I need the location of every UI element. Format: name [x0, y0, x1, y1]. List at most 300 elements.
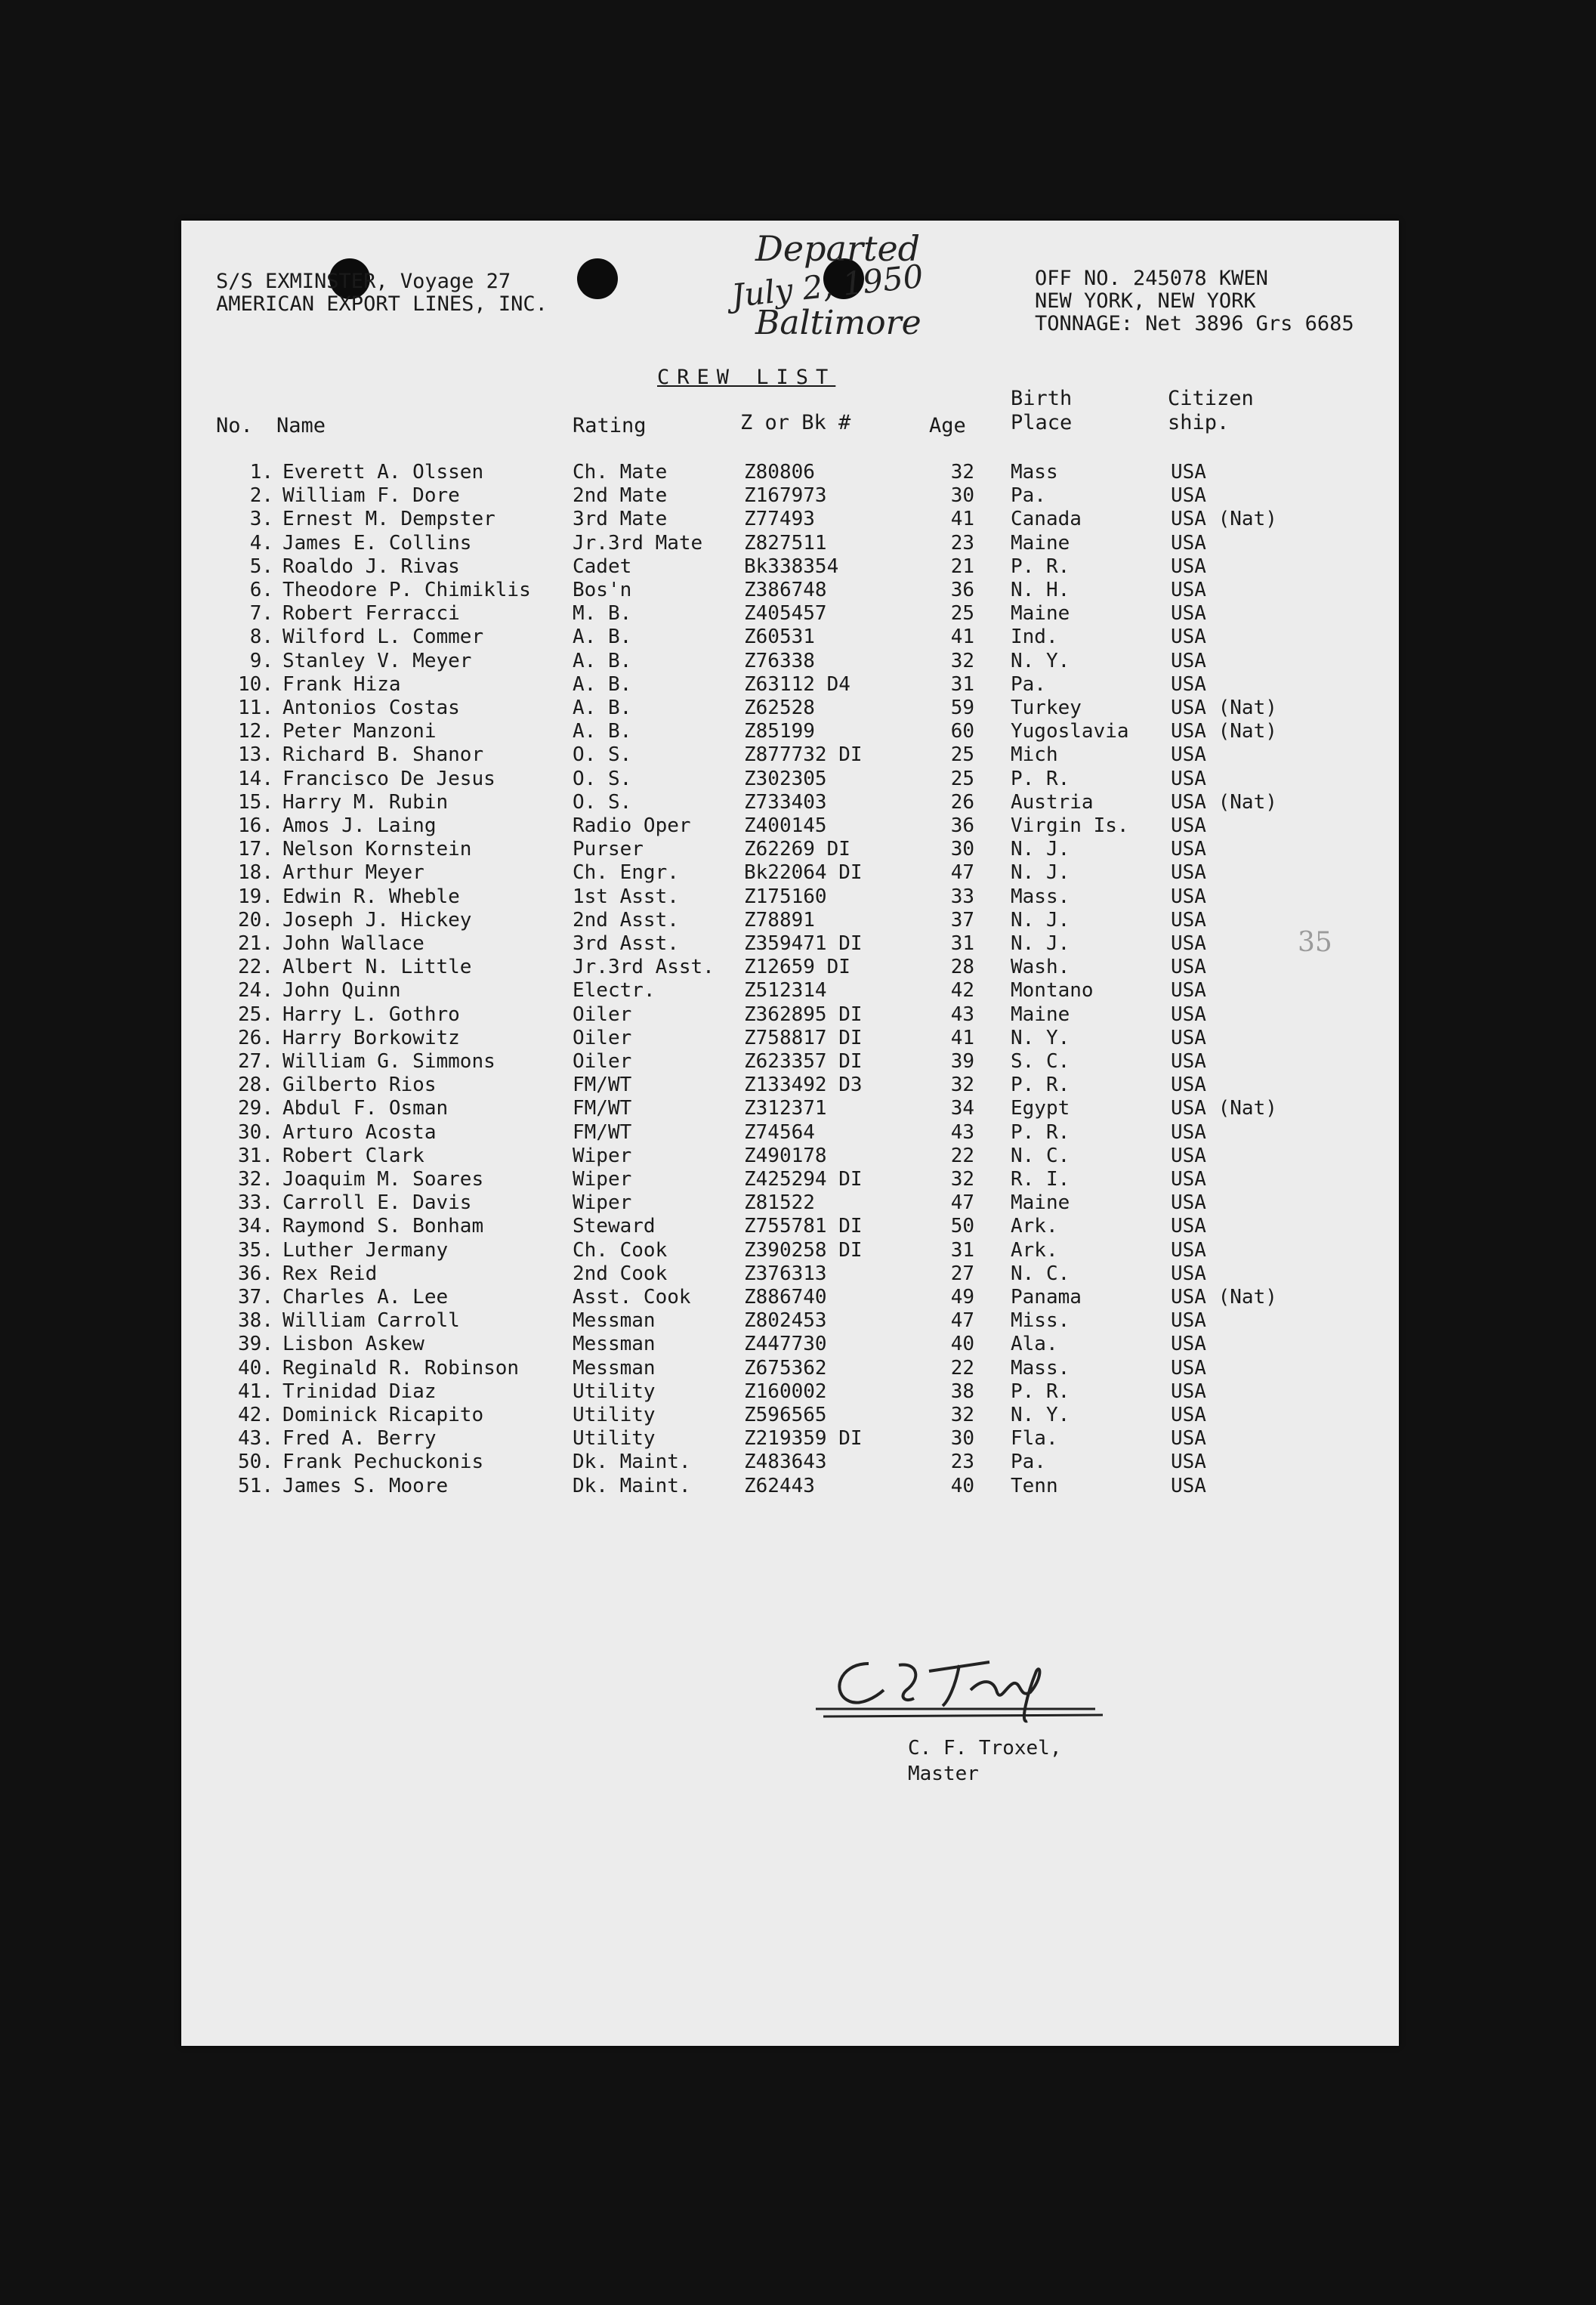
- crew-citizenship: USA: [1171, 484, 1206, 508]
- crew-no: 34.: [238, 1215, 273, 1238]
- crew-no: 35.: [238, 1238, 273, 1262]
- crew-z-number: Z74564: [744, 1120, 815, 1144]
- crew-citizenship: USA: [1171, 861, 1206, 885]
- crew-no: 20.: [238, 908, 273, 932]
- crew-no: 14.: [238, 767, 273, 790]
- column-header-no: No.: [216, 414, 253, 437]
- crew-age: 49: [950, 1286, 974, 1309]
- table-row: [181, 1239, 1399, 1262]
- signature-image: [816, 1648, 1103, 1732]
- crew-name: Carroll E. Davis: [282, 1191, 472, 1215]
- crew-age: 47: [950, 1309, 974, 1333]
- crew-birth-place: Ark.: [1011, 1238, 1058, 1262]
- crew-age: 31: [950, 1238, 974, 1262]
- column-header-birth-place: Birth Place: [1011, 387, 1073, 434]
- crew-no: 26.: [238, 1026, 273, 1049]
- crew-no: 11.: [238, 697, 273, 719]
- handwritten-port: Baltimore: [755, 304, 921, 342]
- column-header-z-or-bk: Z or Bk #: [740, 411, 851, 434]
- crew-birth-place: N. J.: [1011, 908, 1070, 932]
- crew-birth-place: Mass.: [1011, 1356, 1070, 1380]
- crew-rating: Bos'n: [573, 579, 632, 601]
- crew-citizenship: USA (Nat): [1171, 720, 1277, 743]
- crew-name: Amos J. Laing: [282, 814, 437, 837]
- crew-name: Lisbon Askew: [282, 1333, 424, 1356]
- crew-birth-place: Virgin Is.: [1011, 814, 1129, 837]
- crew-z-number: Z425294 DI: [744, 1168, 863, 1191]
- crew-no: 51.: [238, 1474, 273, 1497]
- crew-z-number: Z133492 D3: [744, 1074, 863, 1097]
- crew-z-number: Z167973: [744, 484, 827, 508]
- crew-name: Arturo Acosta: [282, 1120, 437, 1144]
- crew-birth-place: Canada: [1011, 508, 1082, 531]
- signatory-name: C. F. Troxel,: [908, 1737, 1062, 1760]
- crew-citizenship: USA: [1171, 838, 1206, 861]
- crew-rating: Dk. Maint.: [573, 1451, 691, 1474]
- crew-rating: FM/WT: [573, 1120, 632, 1144]
- crew-birth-place: Yugoslavia: [1011, 720, 1129, 743]
- crew-citizenship: USA (Nat): [1171, 1097, 1277, 1120]
- crew-age: 43: [950, 1120, 974, 1144]
- crew-birth-place: Ark.: [1011, 1215, 1058, 1238]
- crew-birth-place: Ala.: [1011, 1333, 1058, 1356]
- crew-name: Trinidad Diaz: [282, 1380, 437, 1403]
- crew-name: Dominick Ricapito: [282, 1404, 484, 1426]
- crew-birth-place: Mass.: [1011, 885, 1070, 908]
- crew-name: Robert Ferracci: [282, 602, 460, 626]
- crew-no: 41.: [238, 1380, 273, 1403]
- table-row: [181, 909, 1399, 932]
- crew-z-number: Z675362: [744, 1356, 827, 1380]
- crew-name: Raymond S. Bonham: [282, 1215, 484, 1238]
- crew-no: 22.: [238, 956, 273, 979]
- crew-z-number: Z447730: [744, 1333, 827, 1356]
- crew-citizenship: USA: [1171, 1380, 1206, 1403]
- crew-no: 19.: [238, 885, 273, 908]
- crew-name: Theodore P. Chimiklis: [282, 579, 531, 601]
- crew-birth-place: N. H.: [1011, 579, 1070, 601]
- crew-z-number: Z596565: [744, 1404, 827, 1426]
- crew-birth-place: Panama: [1011, 1286, 1082, 1309]
- crew-z-number: Z758817 DI: [744, 1026, 863, 1049]
- crew-birth-place: Egypt: [1011, 1097, 1070, 1120]
- crew-citizenship: USA: [1171, 908, 1206, 932]
- crew-no: 12.: [238, 720, 273, 743]
- table-row: [181, 861, 1399, 885]
- crew-z-number: Z362895 DI: [744, 1003, 863, 1026]
- table-row: [181, 1074, 1399, 1097]
- crew-no: 31.: [238, 1144, 273, 1167]
- crew-rating: Asst. Cook: [573, 1286, 691, 1309]
- crew-no: 16.: [238, 814, 273, 837]
- crew-birth-place: Austria: [1011, 790, 1094, 814]
- crew-z-number: Bk338354: [744, 555, 839, 578]
- crew-name: Francisco De Jesus: [282, 767, 495, 790]
- crew-rating: O. S.: [573, 790, 632, 814]
- crew-z-number: Z302305: [744, 767, 827, 790]
- crew-age: 59: [950, 697, 974, 719]
- crew-rating: O. S.: [573, 767, 632, 790]
- crew-z-number: Z623357 DI: [744, 1050, 863, 1073]
- table-row: [181, 1050, 1399, 1074]
- crew-birth-place: Fla.: [1011, 1427, 1058, 1451]
- table-row: [181, 461, 1399, 484]
- crew-name: Frank Hiza: [282, 672, 401, 696]
- crew-no: 24.: [238, 979, 273, 1003]
- crew-rating: Wiper: [573, 1144, 632, 1167]
- crew-rating: Utility: [573, 1404, 656, 1426]
- table-row: [181, 956, 1399, 979]
- crew-birth-place: Maine: [1011, 531, 1070, 555]
- table-row: [181, 626, 1399, 649]
- crew-rating: A. B.: [573, 697, 632, 719]
- crew-z-number: Z60531: [744, 626, 815, 649]
- crew-name: Rex Reid: [282, 1262, 378, 1285]
- punch-hole: [577, 258, 618, 299]
- crew-birth-place: P. R.: [1011, 1120, 1070, 1144]
- crew-name: Frank Pechuckonis: [282, 1451, 484, 1474]
- crew-rating: Jr.3rd Asst.: [573, 956, 715, 979]
- crew-z-number: Z827511: [744, 531, 827, 555]
- crew-birth-place: Ind.: [1011, 626, 1058, 649]
- crew-name: Fred A. Berry: [282, 1427, 437, 1451]
- crew-rating: 3rd Asst.: [573, 932, 679, 955]
- crew-no: 32.: [238, 1168, 273, 1191]
- crew-age: 21: [950, 555, 974, 578]
- crew-z-number: Z755781 DI: [744, 1215, 863, 1238]
- crew-z-number: Z405457: [744, 602, 827, 626]
- crew-name: James E. Collins: [282, 531, 472, 555]
- company-name: AMERICAN EXPORT LINES, INC.: [216, 292, 548, 316]
- crew-age: 22: [950, 1356, 974, 1380]
- crew-rating: FM/WT: [573, 1074, 632, 1097]
- crew-no: 42.: [238, 1404, 273, 1426]
- crew-z-number: Z400145: [744, 814, 827, 837]
- table-row: [181, 1404, 1399, 1427]
- crew-citizenship: USA: [1171, 1356, 1206, 1380]
- crew-rating: M. B.: [573, 602, 632, 626]
- crew-citizenship: USA: [1171, 672, 1206, 696]
- crew-no: 18.: [238, 861, 273, 885]
- crew-name: Reginald R. Robinson: [282, 1356, 520, 1380]
- crew-rating: A. B.: [573, 649, 632, 672]
- table-row: [181, 838, 1399, 861]
- crew-age: 30: [950, 1427, 974, 1451]
- crew-citizenship: USA: [1171, 1120, 1206, 1144]
- crew-name: Luther Jermany: [282, 1238, 449, 1262]
- crew-z-number: Bk22064 DI: [744, 861, 863, 885]
- crew-age: 31: [950, 932, 974, 955]
- crew-birth-place: N. J.: [1011, 861, 1070, 885]
- crew-age: 42: [950, 979, 974, 1003]
- crew-name: Joaquim M. Soares: [282, 1168, 484, 1191]
- column-header-citizenship: Citizen ship.: [1168, 387, 1254, 434]
- crew-birth-place: N. C.: [1011, 1144, 1070, 1167]
- crew-name: Abdul F. Osman: [282, 1097, 449, 1120]
- official-number: OFF NO. 245078 KWEN: [1035, 267, 1268, 290]
- crew-rating: Ch. Mate: [573, 461, 668, 484]
- crew-name: Harry M. Rubin: [282, 790, 449, 814]
- crew-name: Wilford L. Commer: [282, 626, 484, 649]
- crew-birth-place: Maine: [1011, 1191, 1070, 1215]
- table-row: [181, 1309, 1399, 1333]
- crew-no: 27.: [238, 1050, 273, 1073]
- crew-z-number: Z175160: [744, 885, 827, 908]
- crew-birth-place: Wash.: [1011, 956, 1070, 979]
- crew-name: Peter Manzoni: [282, 720, 437, 743]
- crew-age: 31: [950, 672, 974, 696]
- crew-age: 25: [950, 767, 974, 790]
- crew-birth-place: R. I.: [1011, 1168, 1070, 1191]
- crew-birth-place: Pa.: [1011, 672, 1046, 696]
- crew-z-number: Z512314: [744, 979, 827, 1003]
- table-row: [181, 814, 1399, 838]
- crew-citizenship: USA: [1171, 885, 1206, 908]
- crew-rating: 2nd Cook: [573, 1262, 668, 1285]
- crew-no: 3.: [249, 508, 273, 531]
- table-row: [181, 602, 1399, 626]
- table-row: [181, 1475, 1399, 1498]
- handwritten-date: July 2, 1950: [730, 257, 925, 315]
- crew-no: 25.: [238, 1003, 273, 1026]
- crew-citizenship: USA: [1171, 956, 1206, 979]
- crew-rating: Ch. Engr.: [573, 861, 679, 885]
- crew-age: 22: [950, 1144, 974, 1167]
- table-row: [181, 1215, 1399, 1238]
- table-row: [181, 484, 1399, 508]
- crew-age: 32: [950, 1168, 974, 1191]
- crew-citizenship: USA: [1171, 1451, 1206, 1474]
- crew-no: 2.: [249, 484, 273, 508]
- crew-birth-place: Maine: [1011, 602, 1070, 626]
- crew-no: 5.: [249, 555, 273, 578]
- table-row: [181, 650, 1399, 673]
- crew-no: 8.: [249, 626, 273, 649]
- crew-rating: 2nd Asst.: [573, 908, 679, 932]
- crew-name: Roaldo J. Rivas: [282, 555, 460, 578]
- crew-citizenship: USA: [1171, 1427, 1206, 1451]
- table-row: [181, 1027, 1399, 1050]
- crew-name: Robert Clark: [282, 1144, 424, 1167]
- crew-age: 23: [950, 1451, 974, 1474]
- crew-no: 43.: [238, 1427, 273, 1451]
- crew-no: 9.: [249, 649, 273, 672]
- crew-no: 13.: [238, 743, 273, 767]
- crew-name: Edwin R. Wheble: [282, 885, 460, 908]
- crew-no: 6.: [249, 579, 273, 601]
- table-row: [181, 1003, 1399, 1027]
- crew-name: Antonios Costas: [282, 697, 460, 719]
- table-row: [181, 979, 1399, 1003]
- crew-citizenship: USA: [1171, 1309, 1206, 1333]
- crew-no: 10.: [238, 672, 273, 696]
- crew-rating: Radio Oper: [573, 814, 691, 837]
- crew-rating: Dk. Maint.: [573, 1474, 691, 1497]
- table-row: [181, 1168, 1399, 1191]
- crew-rating: Electr.: [573, 979, 656, 1003]
- crew-citizenship: USA: [1171, 531, 1206, 555]
- crew-no: 39.: [238, 1333, 273, 1356]
- table-row: [181, 720, 1399, 743]
- crew-name: Harry L. Gothro: [282, 1003, 460, 1026]
- crew-no: 4.: [249, 531, 273, 555]
- crew-rating: Steward: [573, 1215, 656, 1238]
- crew-age: 26: [950, 790, 974, 814]
- table-row: [181, 555, 1399, 579]
- table-row: [181, 1357, 1399, 1380]
- crew-citizenship: USA: [1171, 1262, 1206, 1285]
- crew-birth-place: N. C.: [1011, 1262, 1070, 1285]
- table-row: [181, 1333, 1399, 1356]
- crew-z-number: Z359471 DI: [744, 932, 863, 955]
- crew-name: John Wallace: [282, 932, 424, 955]
- crew-z-number: Z78891: [744, 908, 815, 932]
- crew-no: 1.: [249, 461, 273, 484]
- crew-citizenship: USA: [1171, 1074, 1206, 1097]
- crew-age: 32: [950, 1404, 974, 1426]
- crew-name: Ernest M. Dempster: [282, 508, 495, 531]
- crew-rating: Ch. Cook: [573, 1238, 668, 1262]
- crew-name: William G. Simmons: [282, 1050, 495, 1073]
- crew-z-number: Z390258 DI: [744, 1238, 863, 1262]
- crew-rating: FM/WT: [573, 1097, 632, 1120]
- column-header-rating: Rating: [573, 414, 647, 437]
- crew-citizenship: USA: [1171, 1215, 1206, 1238]
- crew-age: 47: [950, 861, 974, 885]
- crew-name: Nelson Kornstein: [282, 838, 472, 861]
- crew-no: 7.: [249, 602, 273, 626]
- crew-name: James S. Moore: [282, 1474, 449, 1497]
- crew-rating: Utility: [573, 1380, 656, 1403]
- crew-name: Charles A. Lee: [282, 1286, 449, 1309]
- crew-birth-place: P. R.: [1011, 555, 1070, 578]
- crew-citizenship: USA: [1171, 555, 1206, 578]
- crew-rating: Oiler: [573, 1026, 632, 1049]
- crew-age: 38: [950, 1380, 974, 1403]
- crew-age: 47: [950, 1191, 974, 1215]
- table-row: [181, 1121, 1399, 1145]
- crew-citizenship: USA: [1171, 1168, 1206, 1191]
- crew-no: 33.: [238, 1191, 273, 1215]
- crew-rating: 1st Asst.: [573, 885, 679, 908]
- crew-age: 40: [950, 1474, 974, 1497]
- crew-rating: A. B.: [573, 672, 632, 696]
- table-row: [181, 768, 1399, 791]
- crew-citizenship: USA: [1171, 649, 1206, 672]
- table-row: [181, 1427, 1399, 1451]
- table-row: [181, 791, 1399, 814]
- crew-citizenship: USA: [1171, 1050, 1206, 1073]
- crew-z-number: Z376313: [744, 1262, 827, 1285]
- crew-name: Joseph J. Hickey: [282, 908, 472, 932]
- crew-birth-place: P. R.: [1011, 767, 1070, 790]
- page-title: CREW LIST: [657, 366, 836, 389]
- crew-no: 50.: [238, 1451, 273, 1474]
- crew-z-number: Z386748: [744, 579, 827, 601]
- crew-age: 50: [950, 1215, 974, 1238]
- crew-citizenship: USA: [1171, 1333, 1206, 1356]
- crew-z-number: Z490178: [744, 1144, 827, 1167]
- crew-rating: Purser: [573, 838, 644, 861]
- crew-age: 23: [950, 531, 974, 555]
- crew-citizenship: USA: [1171, 979, 1206, 1003]
- crew-citizenship: USA: [1171, 579, 1206, 601]
- crew-citizenship: USA (Nat): [1171, 697, 1277, 719]
- crew-citizenship: USA: [1171, 1144, 1206, 1167]
- table-row: [181, 1145, 1399, 1168]
- crew-citizenship: USA (Nat): [1171, 1286, 1277, 1309]
- crew-rating: Oiler: [573, 1050, 632, 1073]
- crew-citizenship: USA: [1171, 1404, 1206, 1426]
- crew-rating: Wiper: [573, 1191, 632, 1215]
- crew-name: Albert N. Little: [282, 956, 472, 979]
- tonnage: TONNAGE: Net 3896 Grs 6685: [1035, 312, 1354, 335]
- crew-rating: Messman: [573, 1333, 656, 1356]
- crew-birth-place: Mass: [1011, 461, 1058, 484]
- crew-z-number: Z76338: [744, 649, 815, 672]
- table-row: [181, 885, 1399, 909]
- crew-no: 30.: [238, 1120, 273, 1144]
- crew-birth-place: N. J.: [1011, 838, 1070, 861]
- crew-age: 39: [950, 1050, 974, 1073]
- crew-age: 36: [950, 814, 974, 837]
- crew-age: 25: [950, 743, 974, 767]
- crew-birth-place: Turkey: [1011, 697, 1082, 719]
- crew-age: 43: [950, 1003, 974, 1026]
- crew-z-number: Z219359 DI: [744, 1427, 863, 1451]
- crew-rating: Oiler: [573, 1003, 632, 1026]
- crew-citizenship: USA: [1171, 1238, 1206, 1262]
- crew-birth-place: N. Y.: [1011, 1026, 1070, 1049]
- table-row: [181, 508, 1399, 531]
- crew-no: 21.: [238, 932, 273, 955]
- crew-no: 15.: [238, 790, 273, 814]
- crew-name: William F. Dore: [282, 484, 460, 508]
- crew-name: Everett A. Olssen: [282, 461, 484, 484]
- crew-citizenship: USA (Nat): [1171, 790, 1277, 814]
- crew-rating: Messman: [573, 1309, 656, 1333]
- crew-citizenship: USA: [1171, 743, 1206, 767]
- crew-name: Richard B. Shanor: [282, 743, 484, 767]
- crew-name: Arthur Meyer: [282, 861, 424, 885]
- crew-birth-place: S. C.: [1011, 1050, 1070, 1073]
- crew-z-number: Z483643: [744, 1451, 827, 1474]
- crew-citizenship: USA: [1171, 767, 1206, 790]
- crew-birth-place: Pa.: [1011, 484, 1046, 508]
- crew-rating: Wiper: [573, 1168, 632, 1191]
- crew-z-number: Z62269 DI: [744, 838, 850, 861]
- crew-age: 41: [950, 1026, 974, 1049]
- crew-age: 40: [950, 1333, 974, 1356]
- table-row: [181, 1286, 1399, 1309]
- crew-citizenship: USA: [1171, 461, 1206, 484]
- crew-age: 36: [950, 579, 974, 601]
- crew-birth-place: Pa.: [1011, 1451, 1046, 1474]
- crew-z-number: Z886740: [744, 1286, 827, 1309]
- crew-rating: 2nd Mate: [573, 484, 668, 508]
- column-header-name: Name: [276, 414, 326, 437]
- crew-birth-place: N. J.: [1011, 932, 1070, 955]
- crew-age: 32: [950, 461, 974, 484]
- crew-citizenship: USA: [1171, 1003, 1206, 1026]
- table-row: [181, 1097, 1399, 1120]
- crew-age: 28: [950, 956, 974, 979]
- crew-name: John Quinn: [282, 979, 401, 1003]
- crew-birth-place: P. R.: [1011, 1074, 1070, 1097]
- crew-birth-place: N. Y.: [1011, 649, 1070, 672]
- crew-rating: 3rd Mate: [573, 508, 668, 531]
- crew-citizenship: USA: [1171, 932, 1206, 955]
